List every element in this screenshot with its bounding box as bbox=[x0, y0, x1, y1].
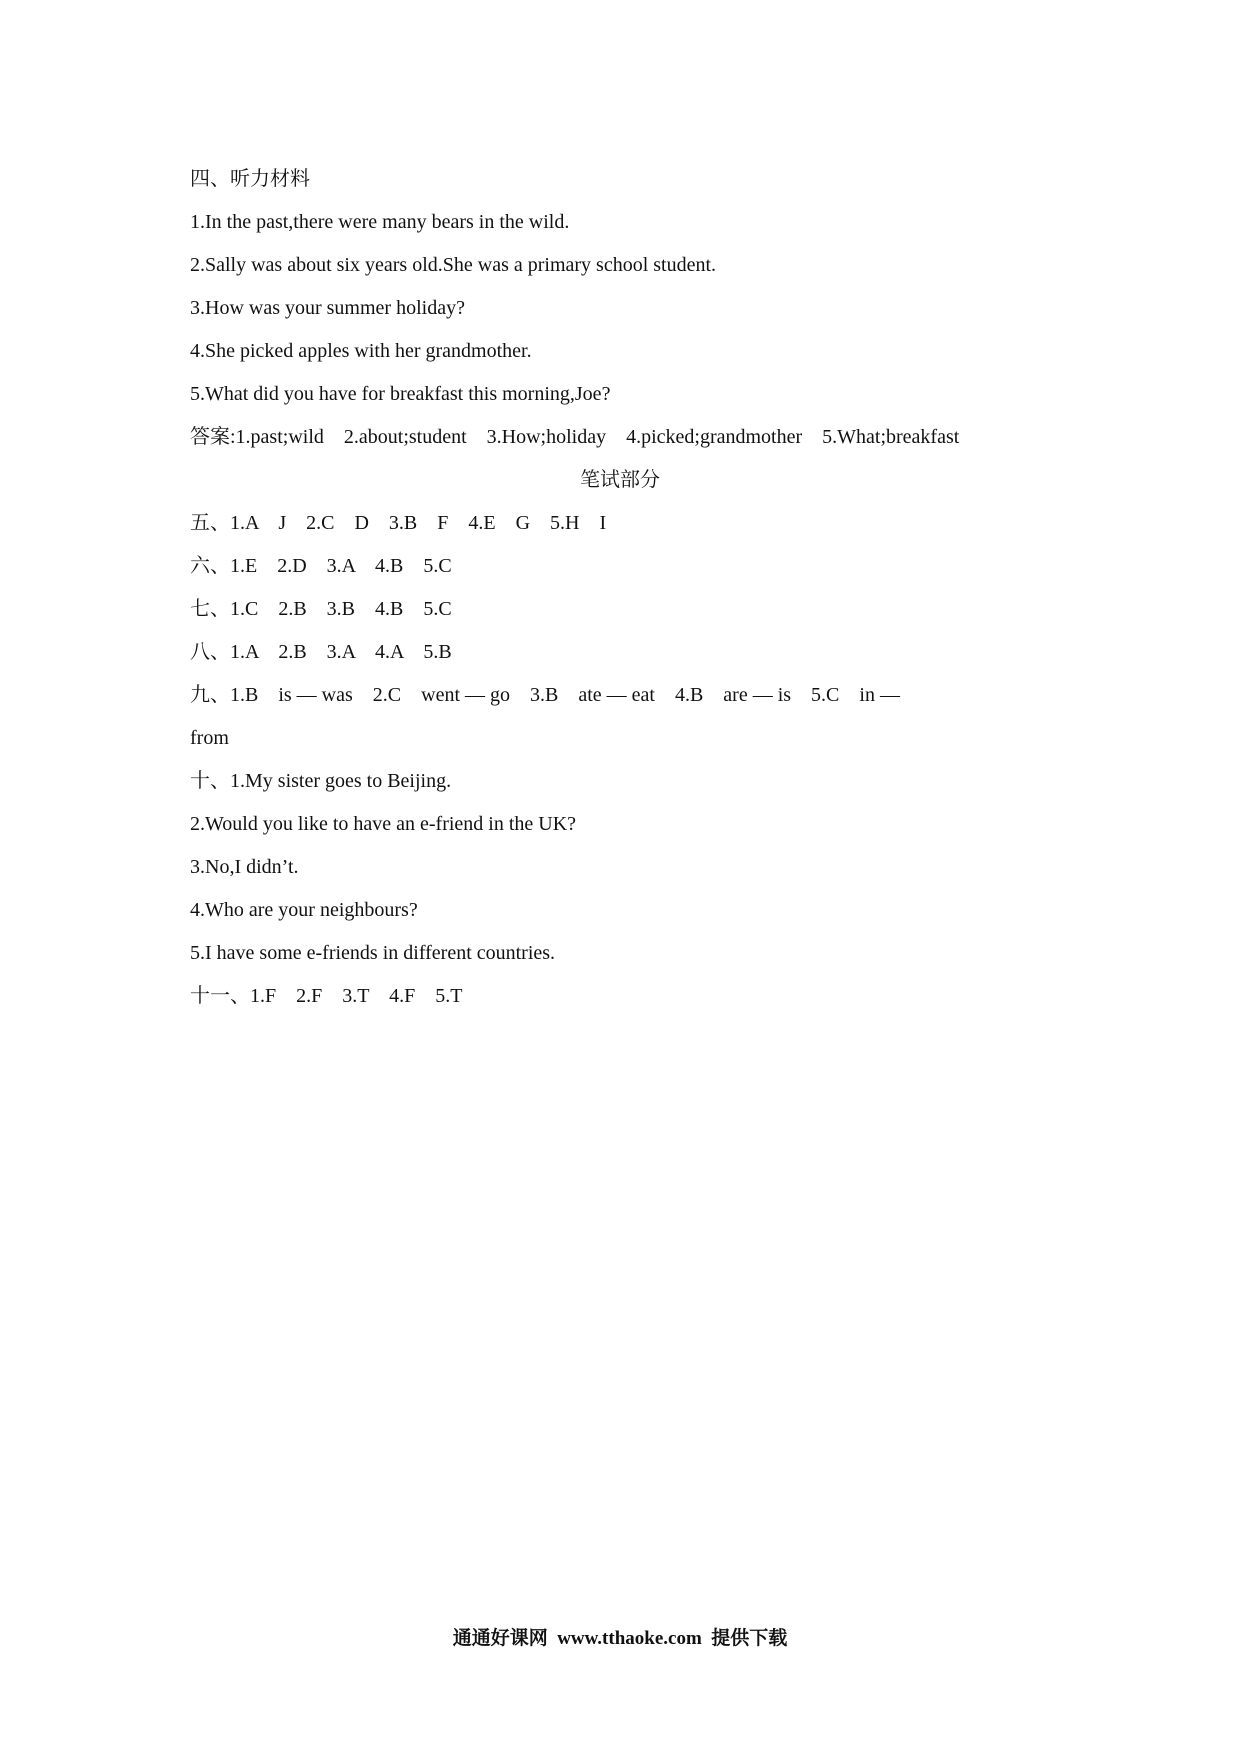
question-8-answers: 八、1.A 2.B 3.A 4.A 5.B bbox=[190, 641, 452, 663]
question-10-item-5: 5.I have some e-friends in different countries. bbox=[190, 942, 556, 964]
question-10-item-3: 3.No,I didn’t. bbox=[190, 856, 299, 878]
listening-item-4: 4.She picked apples with her grandmother. bbox=[190, 340, 532, 362]
footer-source-text: 通通好课网 www.tthaoke.com 提供下载 bbox=[452, 1628, 788, 1649]
question-9-answers-line-2: from bbox=[190, 727, 229, 749]
question-7-answers: 七、1.C 2.B 3.B 4.B 5.C bbox=[190, 598, 452, 620]
listening-answer: 答案:1.past;wild 2.about;student 3.How;holiday 4.picked;grandmother 5.What;breakfast bbox=[190, 426, 960, 448]
question-10-item-4: 4.Who are your neighbours? bbox=[190, 899, 418, 921]
question-11-answers: 十一、1.F 2.F 3.T 4.F 5.T bbox=[190, 985, 463, 1007]
question-9-answers-line-1: 九、1.B is — was 2.C went — go 3.B ate — eat 4.B are — is 5.C in — bbox=[190, 684, 900, 706]
listening-item-3: 3.How was your summer holiday? bbox=[190, 297, 465, 319]
question-6-answers: 六、1.E 2.D 3.A 4.B 5.C bbox=[190, 555, 452, 577]
question-10-item-1: 十、1.My sister goes to Beijing. bbox=[190, 770, 452, 792]
question-10-item-2: 2.Would you like to have an e-friend in the UK? bbox=[190, 813, 577, 835]
listening-item-5: 5.What did you have for breakfast this morning,Joe? bbox=[190, 383, 611, 405]
question-5-answers: 五、1.A J 2.C D 3.B F 4.E G 5.H I bbox=[190, 512, 607, 534]
page-content bbox=[190, 158, 1050, 1018]
written-section-heading: 笔试部分 bbox=[580, 469, 660, 491]
listening-item-1: 1.In the past,there were many bears in the wild. bbox=[190, 211, 570, 233]
listening-heading: 四、听力材料 bbox=[190, 168, 310, 190]
listening-item-2: 2.Sally was about six years old.She was a primary school student. bbox=[190, 254, 717, 276]
